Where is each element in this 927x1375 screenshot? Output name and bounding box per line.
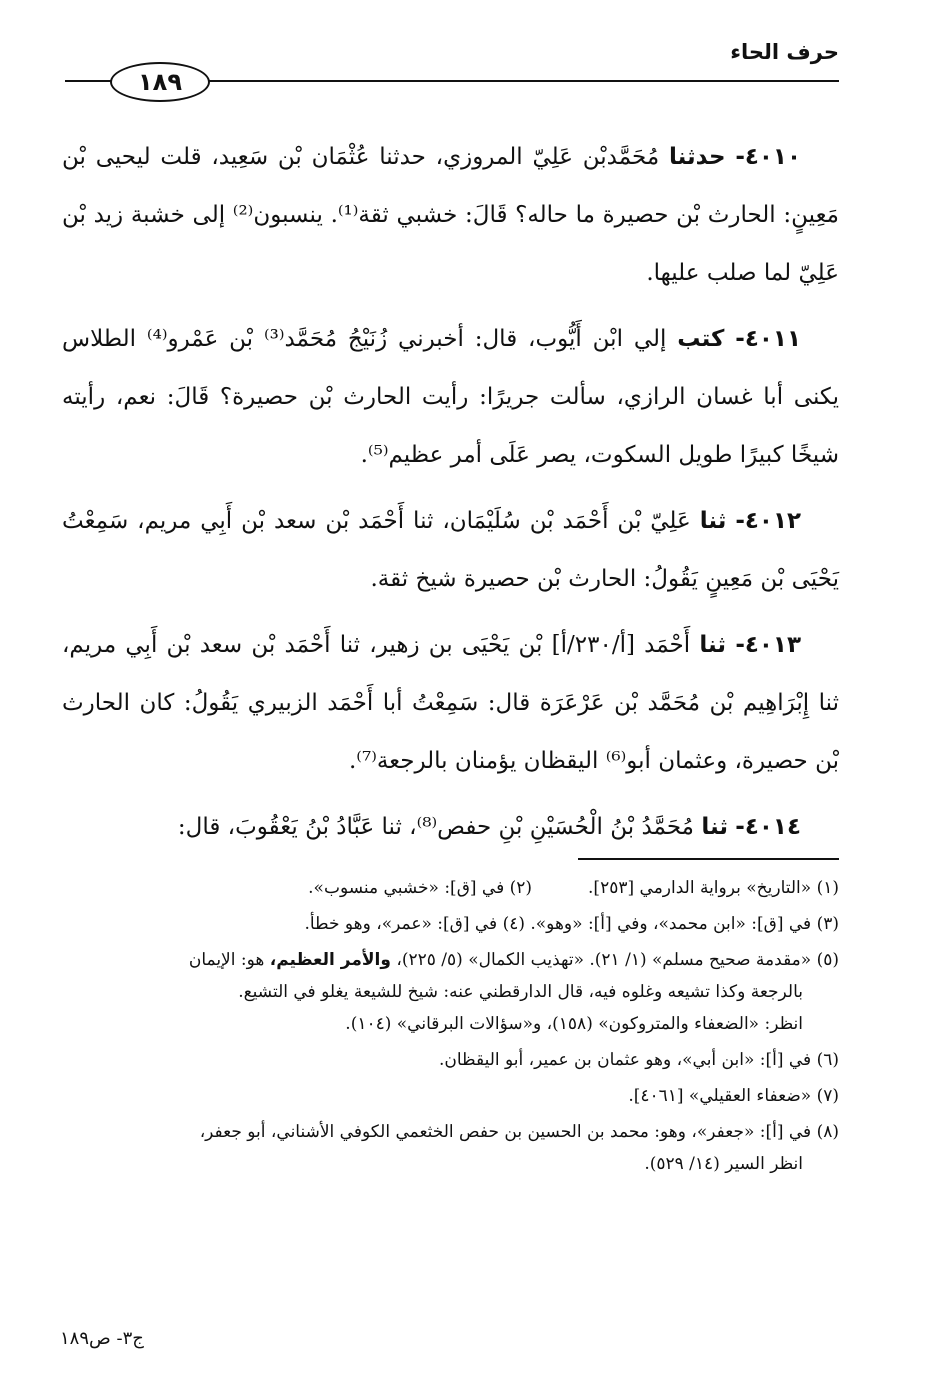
footnote-2: (٢) في [ق]: «خشبي منسوب».: [308, 878, 533, 898]
page-number: ١٨٩: [110, 62, 210, 102]
main-text: [62, 128, 839, 864]
entry-lead-word: ثنا: [701, 814, 728, 840]
entry-text: مُحَمَّدُ بْنُ الْحُسَيْنِ بْنِ حفص⁽⁸⁾، ثنا عَبَّادُ بْنُ يَعْقُوبَ، قال:: [177, 814, 694, 840]
footnote-7: (٧) «ضعفاء العقيلي» [٤٠٦١].: [628, 1086, 839, 1106]
footnote-row-1-2: [62, 872, 839, 904]
entry-4010: [62, 128, 839, 302]
entry-number: ٤٠١٢-: [735, 508, 802, 534]
entry-lead-word: ثنا: [699, 632, 727, 658]
footnote-6: (٦) في [أ]: «ابن أبي»، وهو عثمان بن عمير، أبو اليقظان.: [438, 1050, 839, 1070]
entry-lead-word: ثنا: [699, 508, 727, 534]
entry-4011: [62, 310, 839, 484]
footnote-separator: [578, 858, 839, 860]
footnote-3-4: (٣) في [ق]: «ابن محمد»، وفي [أ]: «وهو». (٤) في [ق]: «عمر»، وهو خطأ.: [304, 914, 839, 934]
footnote-5-line-3: انظر: «الضعفاء والمتروكون» (١٥٨)، و«سؤالات البرقاني» (١٠٤).: [345, 1014, 803, 1034]
chapter-title: حرف الحاء: [730, 40, 839, 64]
footnote-1: (١) «التاريخ» برواية الدارمي [٢٥٣].: [588, 878, 839, 898]
footnote-5-bold-term: والأمر العظيم،: [269, 950, 391, 970]
entry-text: إلي ابْن أَيُّوب، قال: أخبرني زُنَيْجُ مُحَمَّد⁽³⁾ بْن عَمْرو⁽⁴⁾ الطلاس يكنى أبا غسان الرازي، سألت جريرًا: رأيت الحارث بْن حصيرة؟ قَالَ: نعم، رأيته شيخًا كبيرًا طويل السكوت، يصر عَلَى أمر عظيم⁽⁵⁾.: [62, 326, 839, 468]
entry-4014: [62, 798, 839, 856]
entry-lead-word: حدثنا: [669, 144, 726, 170]
footnotes: [62, 872, 839, 1180]
entry-text: أَحْمَد [أ/٢٣٠/أ] بْن يَحْيَى بن زهير، ثنا أَحْمَد بْن سعد بْن أَبِي مريم، ثنا إِبْرَاهِيم بْن مُحَمَّد بْن عَرْعَرَة قال: سَمِعْتُ أبا أَحْمَد الزبيري يَقُولُ: كان الحارث بْن حصيرة، وعثمان أبو⁽⁶⁾ اليقظان يؤمنان بالرجعة⁽⁷⁾.: [62, 632, 839, 774]
volume-page-reference: ج٣- ص١٨٩: [60, 1328, 144, 1349]
footnote-5: [62, 944, 839, 976]
entry-4013: [62, 616, 839, 790]
footnote-5-line-2: بالرجعة وكذا تشيعه وغلوه فيه، قال الدارقطني عنه: شيخ للشيعة يغلو في التشيع.: [238, 982, 803, 1002]
entry-4012: [62, 492, 839, 608]
entry-text: عَلِيّ بْن أَحْمَد بْن سُلَيْمَان، ثنا أَحْمَد بْن سعد بْن أَبِي مريم، سَمِعْتُ يَحْيَى بْن مَعِينٍ يَقُولُ: الحارث بْن حصيرة شيخ ثقة.: [62, 508, 839, 592]
entry-number: ٤٠١١-: [735, 326, 801, 352]
entry-text: مُحَمَّدبْن عَلِيّ المروزي، حدثنا عُثْمَان بْن سَعِيد، قلت ليحيى بْن مَعِينٍ: الحارث بْن حصيرة ما حاله؟ قَالَ: خشبي ثقة⁽¹⁾. ينسبون⁽²⁾ إلى خشبة زيد بْن عَلِيّ لما صلب عليها.: [62, 144, 839, 286]
footnote-8: (٨) في [أ]: «جعفر»، وهو: محمد بن الحسين بن حفص الخثعمي الكوفي الأشناني، أبو جعفر،: [199, 1122, 839, 1142]
footnote-8-line-2: انظر السير (١٤/ ٥٢٩).: [644, 1154, 803, 1174]
entry-number: ٤٠١٠-: [735, 144, 802, 170]
entry-number: ٤٠١٣-: [735, 632, 802, 658]
entry-number: ٤٠١٤-: [735, 814, 801, 840]
entry-lead-word: كتب: [677, 326, 725, 352]
footnote-5-text-end: هو: الإيمان: [188, 950, 265, 970]
footnote-5-text: (٥) «مقدمة صحيح مسلم» (١/ ٢١). «تهذيب الكمال» (٥/ ٢٢٥)،: [396, 950, 839, 970]
